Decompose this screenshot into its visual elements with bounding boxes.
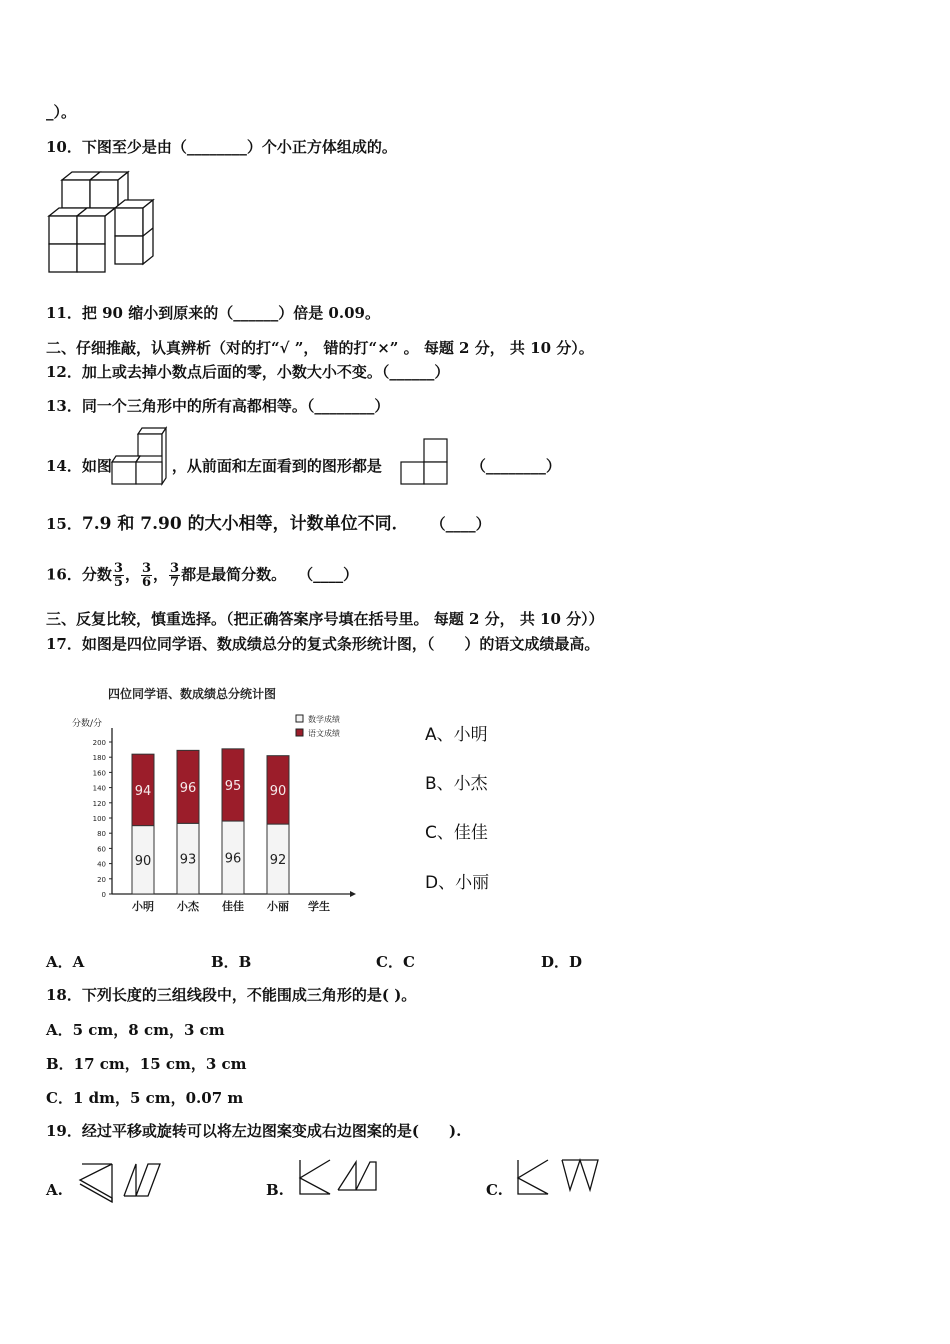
q11-text: 把 90 缩小到原来的（______）倍是 0.09。 <box>81 304 380 322</box>
x-tick-label-1: 小杰 <box>177 900 199 913</box>
q18-choice-b[interactable]: B．17 cm，15 cm，3 cm <box>46 1055 247 1073</box>
q19-choice-b[interactable]: B. <box>266 1181 284 1199</box>
question-12 <box>46 362 449 382</box>
chart-y-tick-label: 200 <box>92 739 106 747</box>
fraction-3-5: $\frac{3}{5}$ <box>113 561 123 590</box>
q14-pre: 如图 <box>81 457 112 475</box>
chart-y-tick-label: 80 <box>97 830 106 839</box>
chart-y-tick-label: 0 <box>101 891 106 899</box>
q19-figure-c <box>514 1156 604 1201</box>
chart-y-tick-label: 40 <box>97 860 106 869</box>
q16-post: 都是最简分数。 <box>181 565 287 584</box>
q10-cube-figure <box>45 170 165 280</box>
q17-side-option-b: B、小杰 <box>425 774 488 794</box>
fraction-3-7: $\frac{3}{7}$ <box>170 561 180 590</box>
legend-label-0: 数学成绩 <box>308 715 340 724</box>
chart-y-tick-label: 60 <box>97 845 106 854</box>
x-tick-label-0: 小明 <box>132 900 154 913</box>
chart-y-tick-label: 20 <box>97 875 106 884</box>
score-chart <box>68 682 368 922</box>
q17-number: 17． <box>46 635 82 653</box>
q19-text: 经过平移或旋转可以将左边图案变成右边图案的是( ). <box>81 1122 462 1140</box>
q14-mid: ，从前面和左面看到的图形都是 <box>171 457 382 475</box>
q18-choice-a[interactable]: A．5 cm，8 cm，3 cm <box>46 1021 225 1039</box>
bar-value-label: 96 <box>224 851 242 867</box>
chart-title: 四位同学语、数成绩总分统计图 <box>108 687 277 701</box>
bar-value-label: 90 <box>269 783 287 799</box>
chart-x-axis-label: 学生 <box>308 900 330 913</box>
question-19 <box>46 1121 461 1141</box>
q17-choice-d[interactable]: D．D <box>541 953 583 971</box>
q19-figure-a <box>76 1160 166 1205</box>
x-tick-label-3: 小丽 <box>267 900 289 913</box>
q18-number: 18． <box>46 986 82 1004</box>
q14-view-figure <box>400 438 450 488</box>
chart-y-tick-label: 160 <box>92 769 106 778</box>
x-tick-label-2: 佳佳 <box>222 900 244 913</box>
chart-y-tick-label: 180 <box>92 754 106 763</box>
q19-figure-b <box>296 1156 386 1201</box>
q17-side-option-c: C、佳佳 <box>425 823 488 843</box>
bar-value-label: 93 <box>179 852 197 868</box>
question-15 <box>46 514 491 534</box>
chart-y-tick-label: 120 <box>92 799 106 808</box>
question-17 <box>46 634 599 654</box>
chart-x-axis-arrow <box>350 891 356 897</box>
q19-choice-c[interactable]: C. <box>486 1181 503 1199</box>
chart-legend <box>296 714 340 738</box>
q15-number: 15． <box>46 515 82 533</box>
chart-y-axis-label: 分数/分 <box>72 719 103 729</box>
q18-choice-c[interactable]: C．1 dm，5 cm，0.07 m <box>46 1089 244 1107</box>
q17-side-option-d: D、小丽 <box>425 873 490 893</box>
q10-number: 10． <box>46 138 82 156</box>
q16-number: 16． <box>46 565 82 584</box>
q10-text: 下图至少是由（________）个小正方体组成的。 <box>81 138 397 156</box>
section-2-heading: 二、仔细推敲，认真辨析（对的打“√ ”， 错的打“×” 。 每题 2 分， 共 10 分）。 <box>46 339 594 357</box>
question-11 <box>46 303 380 323</box>
legend-swatch-1 <box>296 729 303 736</box>
q14-blank: （________） <box>470 457 561 475</box>
bar-value-label: 96 <box>179 780 197 796</box>
q17-choice-b[interactable]: B．B <box>211 953 252 971</box>
question-13 <box>46 396 389 416</box>
q19-choice-a[interactable]: A. <box>46 1181 63 1199</box>
bar-value-label: 92 <box>269 853 287 869</box>
q17-choice-c[interactable]: C．C <box>376 953 415 971</box>
q14-number: 14． <box>46 457 82 475</box>
q17-choice-a[interactable]: A．A <box>46 953 85 971</box>
q17-text: 如图是四位同学语、数成绩总分的复式条形统计图，（ ）的语文成绩最高。 <box>81 635 600 653</box>
q13-number: 13． <box>46 397 82 415</box>
q9-tail: _）。 <box>46 103 77 121</box>
q16-blank: （____） <box>298 565 359 584</box>
q19-number: 19． <box>46 1122 82 1140</box>
q13-text: 同一个三角形中的所有高都相等。（________） <box>81 397 390 415</box>
q12-number: 12． <box>46 363 82 381</box>
q18-text: 下列长度的三组线段中，不能围成三角形的是( )。 <box>81 986 417 1004</box>
section-3-heading: 三、反复比较，慎重选择。（把正确答案序号填在括号里。 每题 2 分， 共 10 分）） <box>46 610 604 628</box>
fraction-3-6: $\frac{3}{6}$ <box>141 561 151 590</box>
legend-swatch-0 <box>296 715 303 722</box>
q11-number: 11． <box>46 304 82 322</box>
bar-value-label: 95 <box>224 778 242 794</box>
q16-pre: 分数 <box>81 565 112 584</box>
q15-text: 7.9 和 7.90 的大小相等，计数单位不同． <box>81 514 409 534</box>
q14-solid-figure <box>110 426 170 486</box>
q15-blank: （____） <box>430 515 491 533</box>
chart-y-tick-label: 140 <box>92 784 106 793</box>
q12-text: 加上或去掉小数点后面的零，小数大小不变。（______） <box>81 363 450 381</box>
bar-value-label: 94 <box>134 783 152 799</box>
question-16: 16．分数 $\frac{3}{5}$ ， $\frac{3}{6}$ ， $\frac{3}{7}$ 都是最简分数。 （____） <box>46 561 359 590</box>
chart-bars <box>132 749 289 913</box>
q17-side-option-a: A、小明 <box>425 725 488 745</box>
bar-value-label: 90 <box>134 853 152 869</box>
question-10 <box>46 137 397 157</box>
legend-label-1: 语文成绩 <box>308 729 340 738</box>
question-18 <box>46 985 416 1005</box>
chart-y-tick-label: 100 <box>92 815 106 823</box>
